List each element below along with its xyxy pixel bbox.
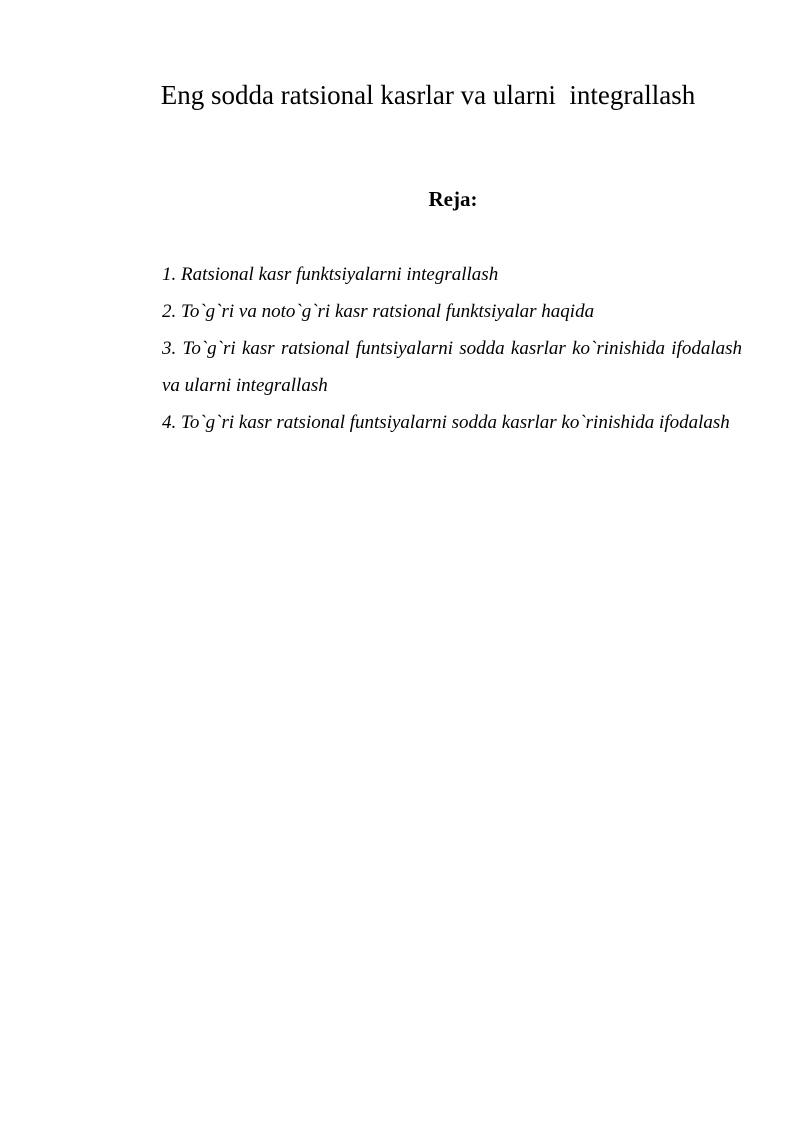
plan-heading: Reja: [428, 187, 478, 211]
document-title: Eng sodda ratsional kasrlar va ularni integrallash [160, 80, 696, 110]
plan-item-2: 2. To`g`ri va noto`g`ri kasr ratsional funktsiyalar haqida [162, 301, 595, 322]
plan-item-4: 4. To`g`ri kasr ratsional funtsiyalarni sodda kasrlar ko`rinishida ifodalash [162, 412, 730, 433]
plan-item-3: 3. To`g`ri kasr ratsional funtsiyalarni sodda kasrlar ko`rinishida ifodalash va ularni integrallash [162, 338, 742, 396]
plan-item-1: 1. Ratsional kasr funktsiyalarni integrallash [162, 264, 499, 285]
plan-list [162, 256, 742, 441]
